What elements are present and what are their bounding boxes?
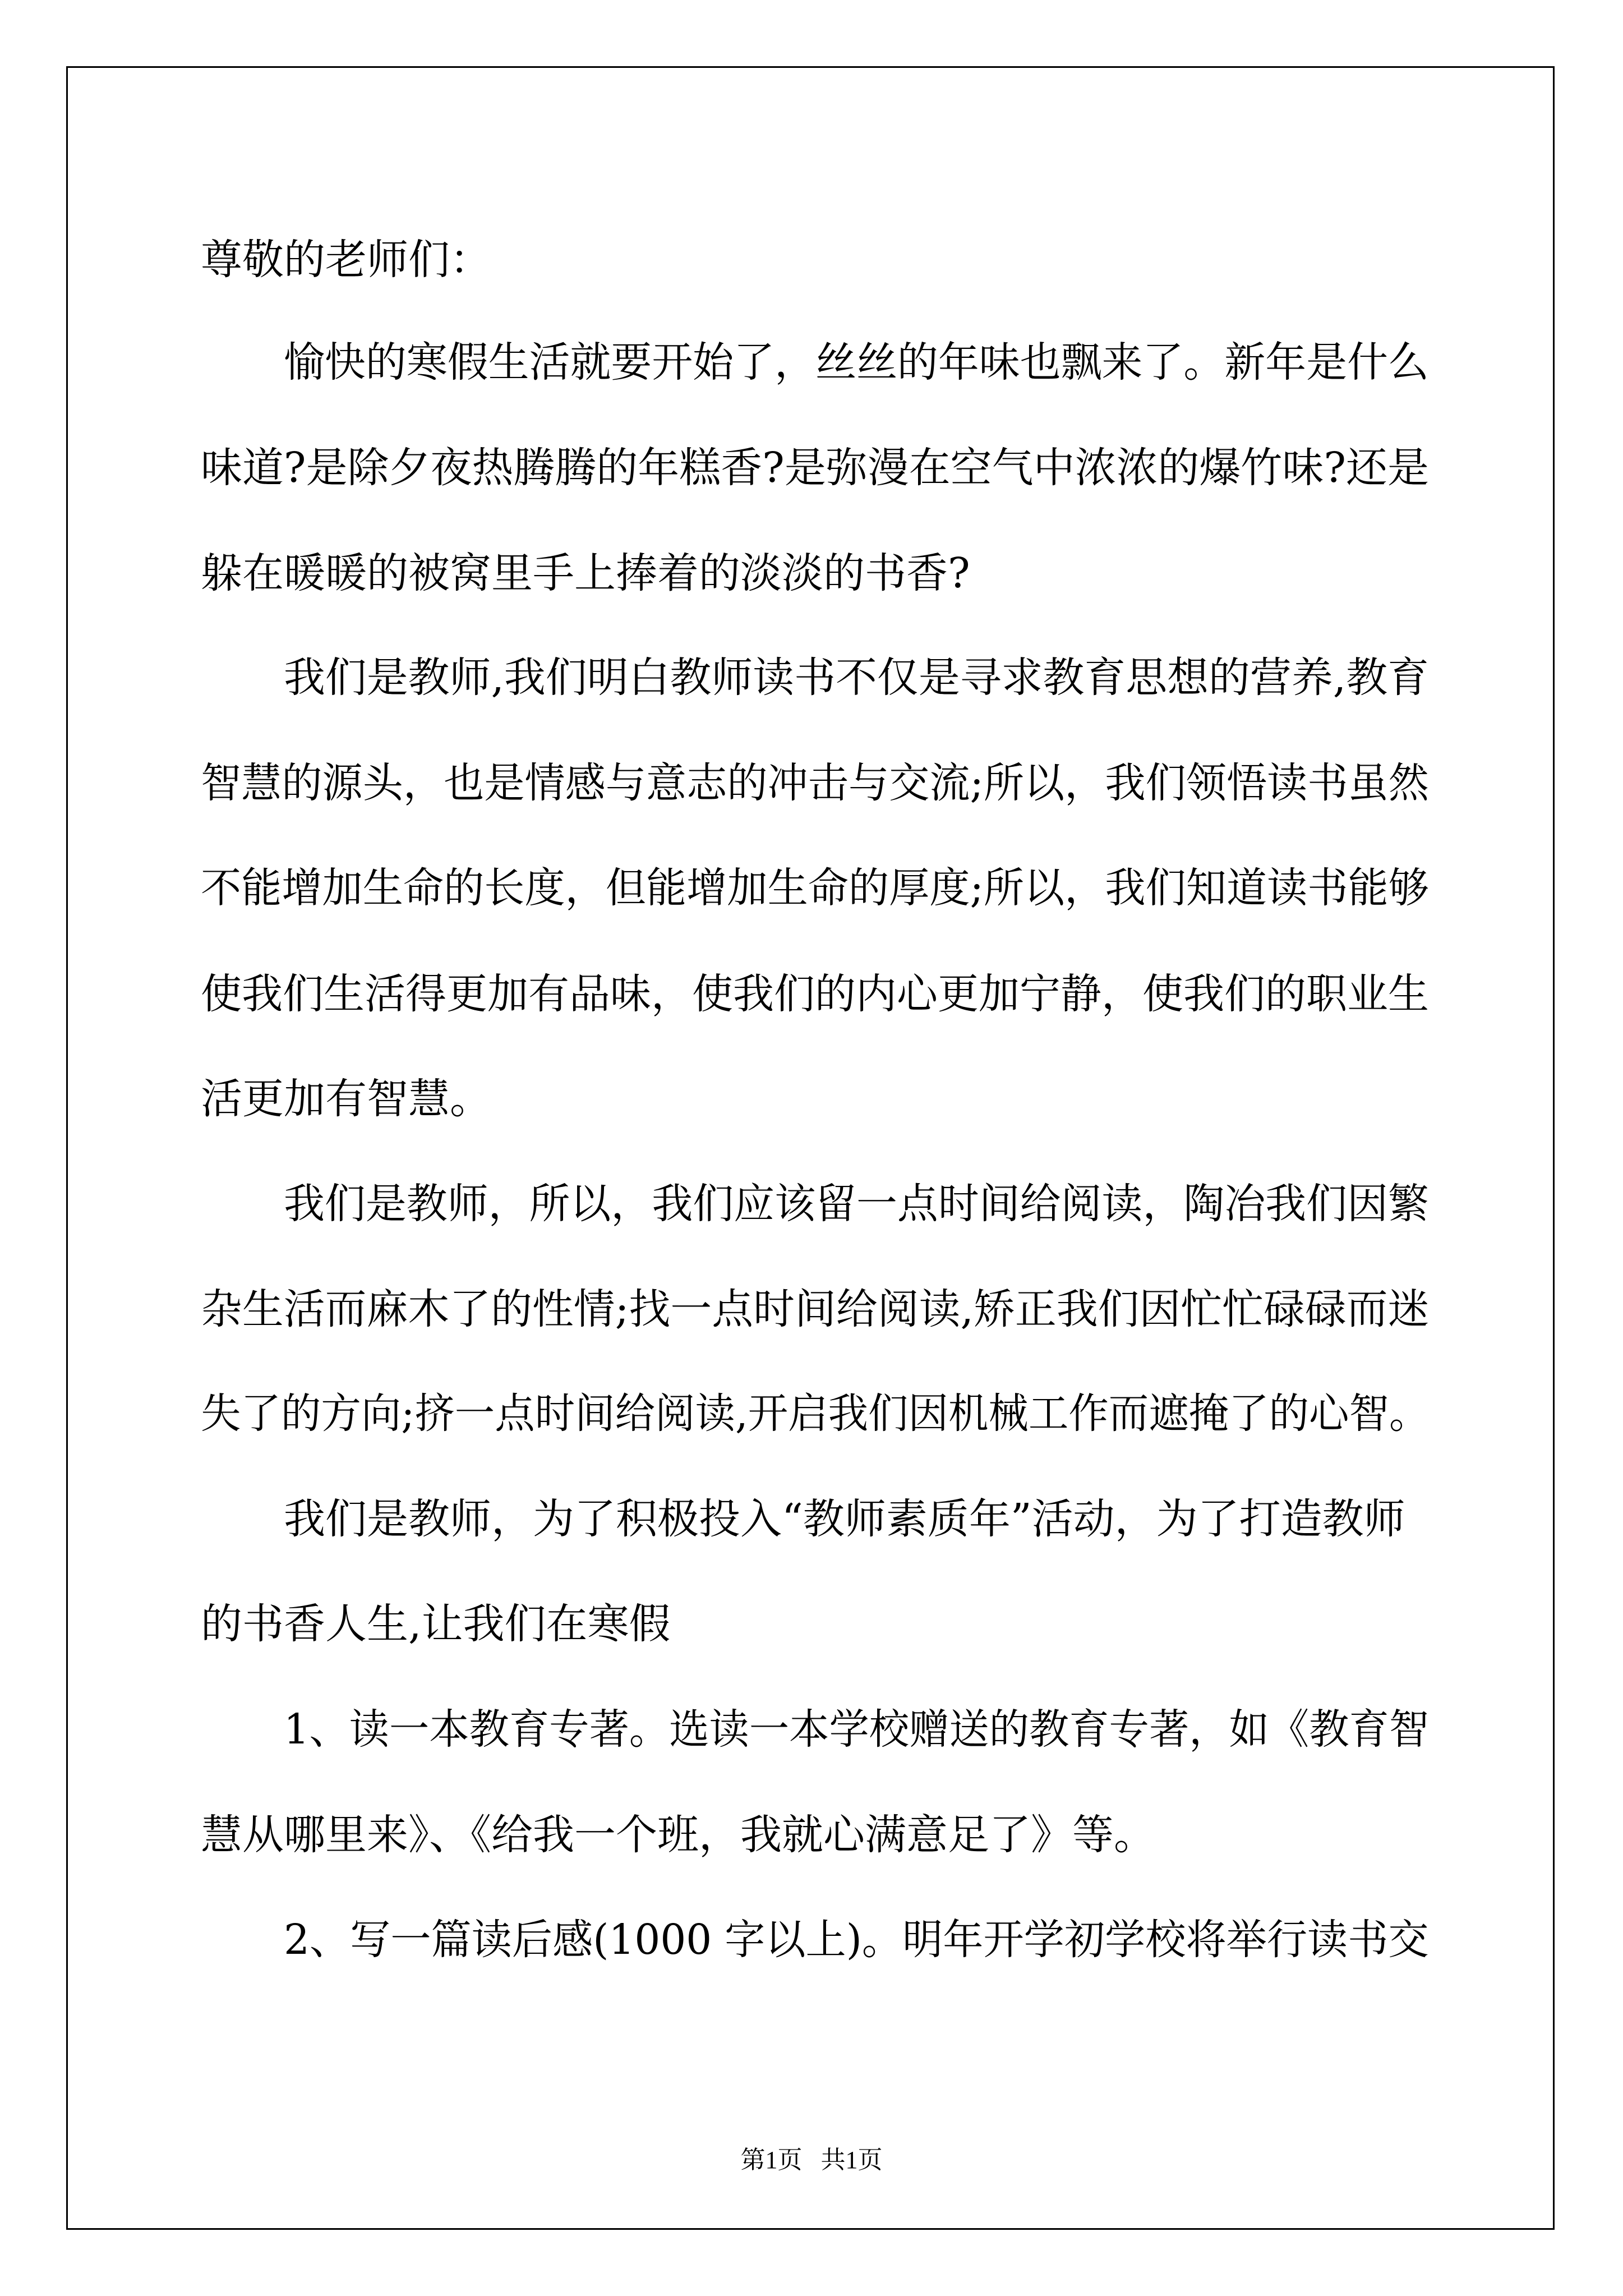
list-item-1-line-2: 慧从哪里来》、《给我一个班，我就心满意足了》等。 — [201, 1811, 1155, 1859]
page-border — [66, 66, 1555, 2230]
salutation: 尊敬的老师们： — [201, 236, 491, 284]
list-item-1-line-1: 1、读一本教育专著。选读一本学校赠送的教育专著，如《教育智 — [284, 1705, 1430, 1754]
paragraph-3-line-3: 失了的方向;挤一点时间给阅读,开启我们因机械工作而遮掩了的心智。 — [201, 1389, 1430, 1438]
paragraph-3-line-1: 我们是教师，所以，我们应该留一点时间给阅读，陶冶我们因繁 — [284, 1180, 1429, 1228]
paragraph-1-line-3: 躲在暖暖的被窝里手上捧着的淡淡的书香? — [201, 549, 970, 597]
paragraph-4-line-2: 的书香人生,让我们在寒假 — [201, 1600, 671, 1648]
paragraph-1-line-1: 愉快的寒假生活就要开始了，丝丝的年味也飘来了。新年是什么 — [284, 338, 1429, 386]
paragraph-2-line-4: 使我们生活得更加有品味，使我们的内心更加宁静，使我们的职业生 — [201, 970, 1430, 1018]
paragraph-4-line-1: 我们是教师，为了积极投入“教师素质年”活动，为了打造教师 — [284, 1495, 1405, 1543]
paragraph-1-line-2: 味道?是除夕夜热腾腾的年糕香?是弥漫在空气中浓浓的爆竹味?还是 — [201, 444, 1429, 492]
paragraph-2-line-3: 不能增加生命的长度，但能增加生命的厚度;所以，我们知道读书能够 — [201, 864, 1429, 912]
paragraph-2-line-2: 智慧的源头，也是情感与意志的冲击与交流;所以，我们领悟读书虽然 — [201, 759, 1429, 807]
paragraph-3-line-2: 杂生活而麻木了的性情;找一点时间给阅读,矫正我们因忙忙碌碌而迷 — [201, 1285, 1430, 1333]
paragraph-2-line-1: 我们是教师,我们明白教师读书不仅是寻求教育思想的营养,教育 — [284, 654, 1429, 702]
paragraph-2-line-5: 活更加有智慧。 — [201, 1075, 491, 1123]
page-footer: 第1页 共1页 — [740, 2146, 883, 2174]
list-item-2-line-1: 2、写一篇读后感(1000 字以上)。明年开学初学校将举行读书交 — [284, 1916, 1429, 1964]
